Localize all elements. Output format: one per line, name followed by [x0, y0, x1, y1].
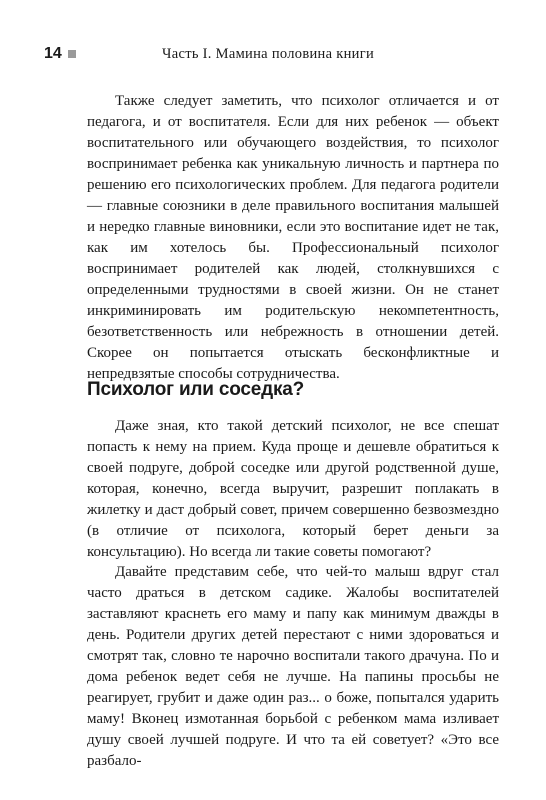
section-heading: Психолог или соседка?	[87, 379, 305, 400]
paragraph-3-block	[87, 562, 499, 772]
running-head: Часть I. Мамина половина книги	[162, 46, 375, 62]
square-ornament-icon	[68, 50, 76, 58]
paragraph-2-block	[87, 416, 499, 563]
paragraph-1-block	[87, 91, 499, 385]
paragraph-2: Даже зная, кто такой детский психолог, не все спешат попасть к нему на прием. Куда проще и дешевле обратиться к своей подруге, доброй соседке или другой родственной душе, которая, конечно, всегда выручит, разрешит поплакать в жилетку и даст добрый совет, причем совершенно безвозмездно (в отличие от психолога, который берет деньги за консультацию). Но всегда ли такие советы помогают?	[87, 418, 499, 560]
paragraph-3: Давайте представим себе, что чей-то малыш вдруг стал часто драться в детском садике. Жалобы воспитателей заставляют краснеть его маму и папу как минимум дважды в день. Родители других детей перестают с ними здороваться и смотрят так, словно те нарочно воспитали такого драчуна. По и дома ребенок ведет себя не лучше. На папины просьбы не реагирует, грубит и даже один раз... о боже, попытался ударить маму! Вконец измотанная борьбой с ребенком мама изливает душу своей лучшей подруге. И что та ей советует? «Это все разбало-	[87, 564, 499, 769]
paragraph-1: Также следует заметить, что психолог отличается и от педагога, и от воспитателя. Если для них ребенок — объект воспитательного или обучающего воздействия, то психолог воспринимает ребенка как уникальную личность и партнера по решению его психологических проблем. Для педагога родители — главные союзники в деле правильного воспитания малышей и нередко главные виновники, если это воспитание идет не так, как им хотелось бы. Профессиональный психолог воспринимает родителей как людей, столкнувшихся с определенными трудностями в своей жизни. Он не станет инкриминировать им родительскую некомпетентность, безответственность или небрежность в отношении детей. Скорее он попытается отыскать бесконфликтные и непредвзятые способы сотрудничества.	[87, 93, 499, 382]
page-header	[44, 44, 499, 64]
page-number: 14	[44, 45, 62, 62]
